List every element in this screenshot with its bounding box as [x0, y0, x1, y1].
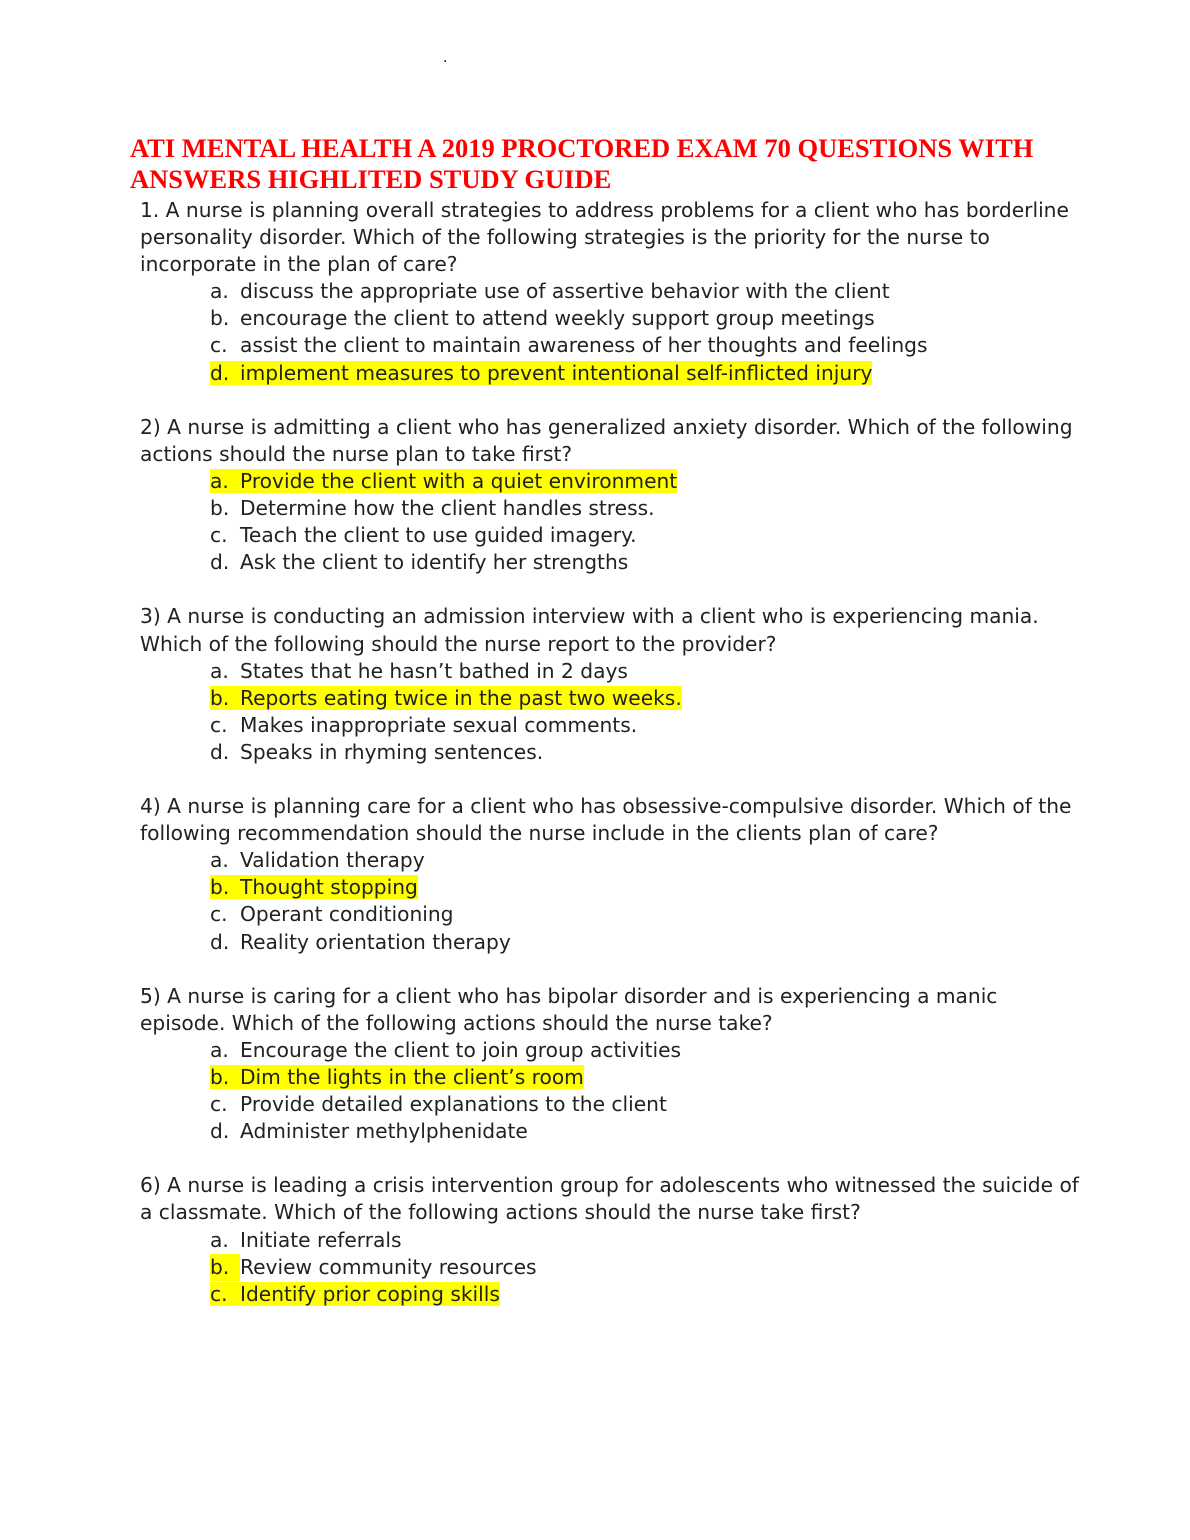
option-letter: a.	[210, 279, 229, 304]
option-letter: b.	[210, 1065, 230, 1089]
option-letter: b.	[210, 496, 230, 521]
answer-options	[140, 847, 1080, 955]
option-b-highlighted	[210, 685, 1080, 712]
option-d	[210, 1118, 1080, 1145]
option-text: Determine how the client handles stress.	[240, 496, 655, 521]
answer-options	[140, 1037, 1080, 1145]
option-b	[210, 305, 1080, 332]
option-text: Administer methylphenidate	[240, 1119, 528, 1144]
option-letter: a.	[210, 468, 229, 493]
question-1	[140, 197, 1080, 387]
option-text: States that he hasn’t bathed in 2 days	[240, 658, 628, 683]
option-letter: c.	[210, 1092, 228, 1117]
option-text: Validation therapy	[240, 848, 425, 873]
answer-options	[140, 1227, 1080, 1308]
option-letter: a.	[210, 1037, 229, 1062]
option-text: Reality orientation therapy	[240, 929, 511, 954]
question-stem: 2) A nurse is admitting a client who has generalized anxiety disorder. Which of the following actions should the nurse plan to take first?	[140, 414, 1073, 466]
option-text: Initiate referrals	[240, 1227, 402, 1252]
option-letter: d.	[210, 550, 230, 575]
option-letter: c.	[210, 333, 228, 358]
option-c	[210, 522, 1080, 549]
answer-options	[140, 468, 1080, 576]
option-letter: d.	[210, 1119, 230, 1144]
option-d	[210, 929, 1080, 956]
document-title: ATI MENTAL HEALTH A 2019 PROCTORED EXAM 70 QUESTIONS WITH ANSWERS HIGHLITED STUDY GUIDE	[130, 133, 1034, 194]
option-letter: d.	[210, 360, 230, 385]
option-letter: b.	[210, 1254, 240, 1281]
option-text: Operant conditioning	[240, 902, 454, 927]
option-a	[210, 658, 1080, 685]
option-text: implement measures to prevent intentional self-inflicted injury	[240, 360, 873, 385]
question-2	[140, 414, 1080, 577]
option-d	[210, 739, 1080, 766]
option-letter: b.	[210, 685, 230, 710]
option-text: discuss the appropriate use of assertive behavior with the client	[240, 279, 890, 304]
option-text: Reports eating twice in the past two weeks.	[240, 685, 682, 710]
option-text: Review community resources	[240, 1254, 537, 1279]
option-c-highlighted	[210, 1281, 1080, 1308]
question-6	[140, 1172, 1080, 1307]
option-c	[210, 1091, 1080, 1118]
option-a	[210, 1037, 1080, 1064]
option-d	[210, 549, 1080, 576]
option-c	[210, 712, 1080, 739]
option-letter: a.	[210, 848, 229, 873]
question-list	[140, 197, 1080, 1335]
option-b	[210, 495, 1080, 522]
option-a-highlighted	[210, 468, 1080, 495]
option-a	[210, 278, 1080, 305]
option-text: Provide detailed explanations to the client	[240, 1092, 667, 1117]
question-4	[140, 793, 1080, 956]
option-text: Encourage the client to join group activities	[240, 1037, 682, 1062]
question-stem: 4) A nurse is planning care for a client who has obsessive-compulsive disorder. Which of the following recommendation should the nurse include in the clients plan of care?	[140, 794, 1072, 846]
option-letter: a.	[210, 1227, 229, 1252]
answer-options	[140, 658, 1080, 766]
option-letter: c.	[210, 523, 228, 548]
option-letter: d.	[210, 929, 230, 954]
option-text: Teach the client to use guided imagery.	[240, 523, 637, 548]
option-text: Dim the lights in the client’s room	[240, 1065, 584, 1089]
header-mark: .	[443, 50, 448, 66]
option-text: Makes inappropriate sexual comments.	[240, 712, 638, 737]
option-letter: c.	[210, 712, 228, 737]
question-3	[140, 603, 1080, 766]
option-b-partially-highlighted	[210, 1254, 1080, 1281]
option-text: Speaks in rhyming sentences.	[240, 739, 544, 764]
question-stem: 1. A nurse is planning overall strategies to address problems for a client who has borderline personality disorder. Which of the following strategies is the priority for the nurse to incorporate in the plan of care?	[140, 198, 1069, 277]
option-b-highlighted	[210, 1064, 1080, 1091]
option-letter: b.	[210, 875, 230, 900]
option-text: Ask the client to identify her strengths	[240, 550, 629, 575]
option-letter: b.	[210, 306, 230, 331]
option-letter: c.	[210, 902, 228, 927]
option-text: assist the client to maintain awareness of her thoughts and feelings	[240, 333, 928, 358]
option-text: Thought stopping	[240, 875, 418, 900]
option-c	[210, 332, 1080, 359]
option-d-highlighted	[210, 360, 1080, 387]
question-stem: 5) A nurse is caring for a client who has bipolar disorder and is experiencing a manic episode. Which of the following actions should the nurse take?	[140, 983, 998, 1035]
option-a	[210, 847, 1080, 874]
option-a	[210, 1227, 1080, 1254]
option-letter: a.	[210, 658, 229, 683]
option-letter: d.	[210, 739, 230, 764]
question-stem: 6) A nurse is leading a crisis intervention group for adolescents who witnessed the suicide of a classmate. Which of the following actions should the nurse take first?	[140, 1173, 1079, 1225]
option-text: encourage the client to attend weekly support group meetings	[240, 306, 875, 331]
answer-options	[140, 278, 1080, 386]
option-text: Identify prior coping skills	[240, 1281, 500, 1306]
question-stem: 3) A nurse is conducting an admission interview with a client who is experiencing mania. Which of the following should the nurse report to the provider?	[140, 604, 1039, 656]
option-text: Provide the client with a quiet environment	[240, 468, 678, 493]
option-c	[210, 901, 1080, 928]
option-b-highlighted	[210, 874, 1080, 901]
option-letter: c.	[210, 1281, 228, 1306]
question-5	[140, 983, 1080, 1146]
